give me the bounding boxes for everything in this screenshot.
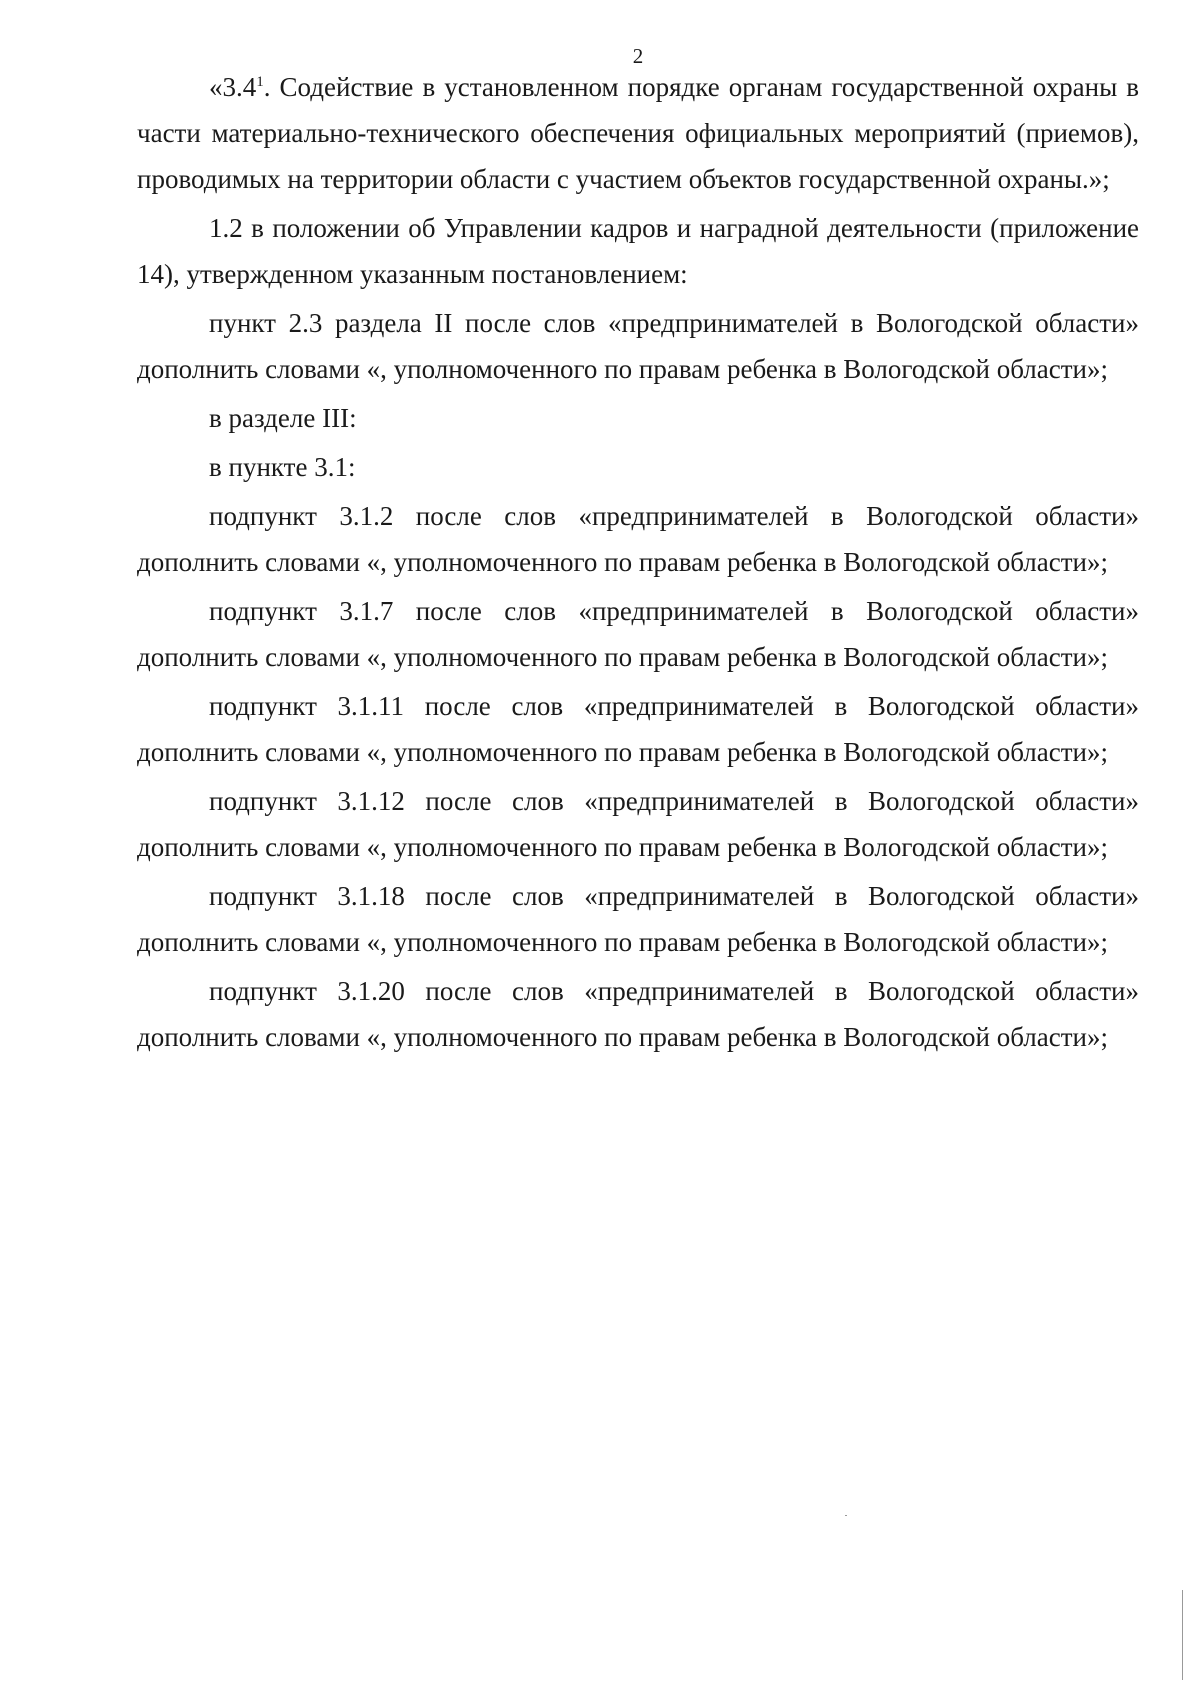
page-number: 2 bbox=[632, 44, 644, 68]
paragraph: подпункт 3.1.20 после слов «предпринимателей в Вологодской области» дополнить словами «, уполномоченного по правам ребенка в Вологодской области»; bbox=[137, 976, 1139, 1052]
paragraph: «$3.4^1$. Содействие в установленном порядке органам государственной охраны в части материально-технического обеспечения официальных мероприятий (приемов), проводимых на территории области с участием объектов государственной охраны.»; bbox=[137, 72, 1139, 194]
scan-artifact bbox=[1182, 1590, 1183, 1680]
paragraph: подпункт 3.1.12 после слов «предпринимателей в Вологодской области» дополнить словами «, уполномоченного по правам ребенка в Вологодской области»; bbox=[137, 786, 1139, 862]
paragraph: пункт 2.3 раздела II после слов «предпринимателей в Вологодской области» дополнить словами «, уполномоченного по правам ребенка в Вологодской области»; bbox=[137, 308, 1139, 384]
scan-artifact bbox=[845, 1515, 847, 1516]
paragraph: подпункт 3.1.11 после слов «предпринимателей в Вологодской области» дополнить словами «, уполномоченного по правам ребенка в Вологодской области»; bbox=[137, 691, 1139, 767]
paragraph: подпункт 3.1.18 после слов «предпринимателей в Вологодской области» дополнить словами «, уполномоченного по правам ребенка в Вологодской области»; bbox=[137, 881, 1139, 957]
superscript: 1 bbox=[256, 74, 264, 90]
paragraph: в разделе III: bbox=[209, 403, 357, 433]
paragraph: в пункте 3.1: bbox=[209, 452, 356, 482]
paragraph: 1.2 в положении об Управлении кадров и наградной деятельности (приложение 14), утвержденном указанным постановлением: bbox=[137, 213, 1139, 289]
paragraph: подпункт 3.1.7 после слов «предпринимателей в Вологодской области» дополнить словами «, уполномоченного по правам ребенка в Вологодской области»; bbox=[137, 596, 1139, 672]
paragraph: подпункт 3.1.2 после слов «предпринимателей в Вологодской области» дополнить словами «, уполномоченного по правам ребенка в Вологодской области»; bbox=[137, 501, 1139, 577]
document-body bbox=[137, 64, 1139, 1063]
